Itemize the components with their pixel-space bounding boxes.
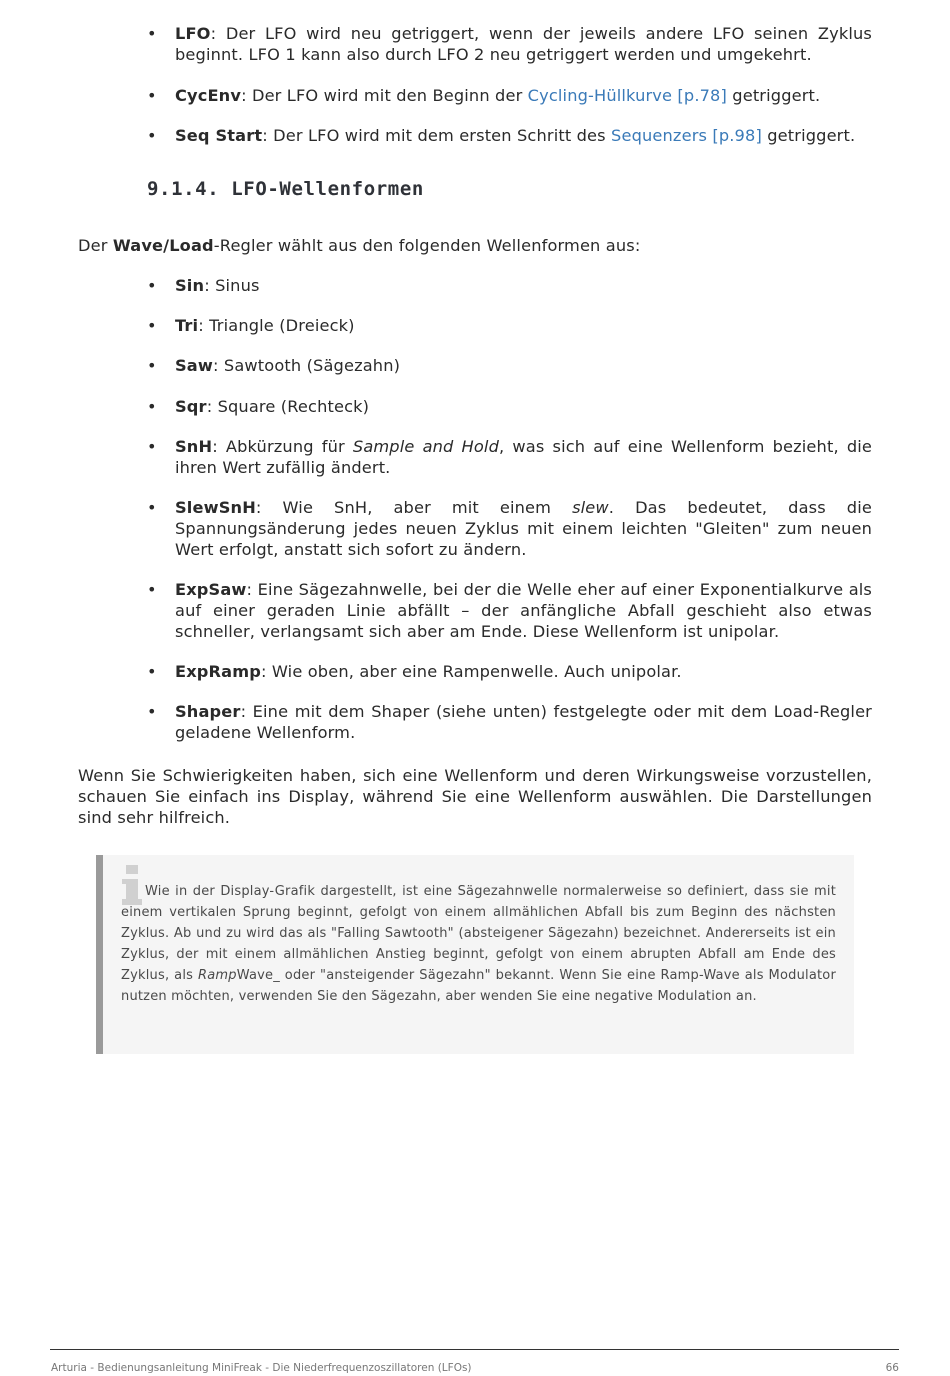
term: ExpRamp (175, 662, 261, 681)
bullet: • (147, 86, 157, 105)
description: : Der LFO wird mit den Beginn der (241, 86, 528, 105)
info-note (96, 855, 854, 1054)
list-item-cycenv (147, 85, 872, 106)
bullet: • (147, 662, 157, 681)
bullet: • (147, 498, 157, 517)
description-end: , was sich auf eine Wellenform bezieht, die ihren Wert zufällig ändert. (175, 437, 873, 477)
italic-term: Sample and Hold (352, 437, 500, 456)
description: : Triangle (Dreieck) (198, 316, 355, 335)
cycling-envelope-link[interactable]: Cycling-Hüllkurve [p.78] (527, 86, 727, 105)
description: : Wie SnH, aber mit einem (255, 498, 573, 517)
term: SlewSnH (175, 498, 256, 517)
bullet: • (147, 356, 157, 375)
retrigger-source-list (147, 23, 872, 146)
description: : Abkürzung für (212, 437, 353, 456)
intro-paragraph (78, 235, 872, 256)
sequencer-link[interactable]: Sequenzers [p.98] (611, 126, 762, 145)
page-number: 66 (885, 1362, 899, 1374)
description: : Sawtooth (Sägezahn) (213, 356, 401, 375)
description-end: . Das bedeutet, dass die Spannungsänderung jedes neuen Zyklus mit einem leichten "Gleiten" zum neuen Wert erfolgt, anstatt sich sofort zu ändern. (175, 498, 872, 559)
term: Saw (175, 356, 213, 375)
list-item-lfo (147, 23, 872, 65)
term: Tri (175, 316, 199, 335)
list-item-snh (147, 436, 872, 478)
section-heading: 9.1.4. LFO-Wellenformen (147, 178, 424, 200)
description-end: getriggert. (761, 126, 856, 145)
bullet: • (147, 580, 157, 599)
note-italic: Ramp (198, 968, 237, 983)
bullet: • (147, 276, 157, 295)
closing-paragraph: Wenn Sie Schwierigkeiten haben, sich eine Wellenform und deren Wirkungsweise vorzustellen, schauen Sie einfach ins Display, während Sie eine Wellenform auswählen. Die Darstellungen sind sehr hilfreich. (78, 766, 872, 827)
description: : Wie oben, aber eine Rampenwelle. Auch unipolar. (260, 662, 682, 681)
list-item-seq-start (147, 125, 872, 146)
waveform-list (147, 275, 872, 743)
list-item-shaper (147, 701, 872, 743)
list-item-expramp (147, 661, 872, 682)
term: Sin (175, 276, 205, 295)
list-item-sin (147, 275, 872, 296)
bullet: • (147, 397, 157, 416)
bullet: • (147, 702, 157, 721)
bullet: • (147, 24, 157, 43)
note-text (121, 881, 836, 1007)
list-item-sqr (147, 396, 872, 417)
term: Shaper (175, 702, 241, 721)
term: Sqr (175, 397, 207, 416)
description: : Der LFO wird mit dem ersten Schritt des (262, 126, 612, 145)
description: : Der LFO wird neu getriggert, wenn der jeweils andere LFO seinen Zyklus beginnt. LFO 1 kann also durch LFO 2 neu getriggert werden und umgekehrt. (175, 24, 872, 64)
description: : Square (Rechteck) (206, 397, 370, 416)
list-item-saw (147, 355, 872, 376)
bullet: • (147, 316, 157, 335)
italic-term: slew (572, 498, 609, 517)
intro-before: Der (78, 236, 113, 255)
intro-term: Wave/Load (112, 236, 214, 255)
term: ExpSaw (175, 580, 247, 599)
description-end: getriggert. (726, 86, 821, 105)
list-item-tri (147, 315, 872, 336)
bullet: • (147, 437, 157, 456)
list-item-expsaw (147, 579, 872, 642)
term: LFO (175, 24, 211, 43)
term: Seq Start (175, 126, 263, 145)
description: : Eine mit dem Shaper (siehe unten) festgelegte oder mit dem Load-Regler geladene Wellenform. (175, 702, 872, 742)
intro-after: -Regler wählt aus den folgenden Wellenformen aus: (213, 236, 641, 255)
term: SnH (175, 437, 213, 456)
term: CycEnv (175, 86, 242, 105)
list-item-slewsnh (147, 497, 872, 560)
footer-divider (50, 1349, 899, 1350)
description: : Sinus (204, 276, 260, 295)
footer-title: Arturia - Bedienungsanleitung MiniFreak - Die Niederfrequenzoszillatoren (LFOs) (51, 1362, 472, 1374)
description: : Eine Sägezahnwelle, bei der die Welle eher auf einer Exponentialkurve als auf einer geraden Linie abfällt – der anfängliche Abfall geschieht also etwas schneller, verlangsamt sich aber am Ende. Diese Wellenform ist unipolar. (175, 580, 872, 641)
bullet: • (147, 126, 157, 145)
note-text-start: Wie in der Display-Grafik dargestellt, ist eine Sägezahnwelle normalerweise so definiert, dass sie mit einem vertikalen Sprung beginnt, gefolgt von einem allmählichen Abfall bis zum Beginn des nächsten Zyklus. Ab und zu wird das als "Falling Sawtooth" (absteigener Sägezahn) bezeichnet. Andererseits ist ein Zyklus, der mit einem allmählichen Anstieg beginnt, gefolgt von einem abrupten Abfall am Ende des Zyklus, als (121, 884, 836, 983)
note-text-end: Wave_ oder "ansteigender Sägezahn" bekannt. Wenn Sie eine Ramp-Wave als Modulator nutzen möchten, verwenden Sie den Sägezahn, aber wenden Sie eine negative Modulation an. (121, 968, 836, 1004)
